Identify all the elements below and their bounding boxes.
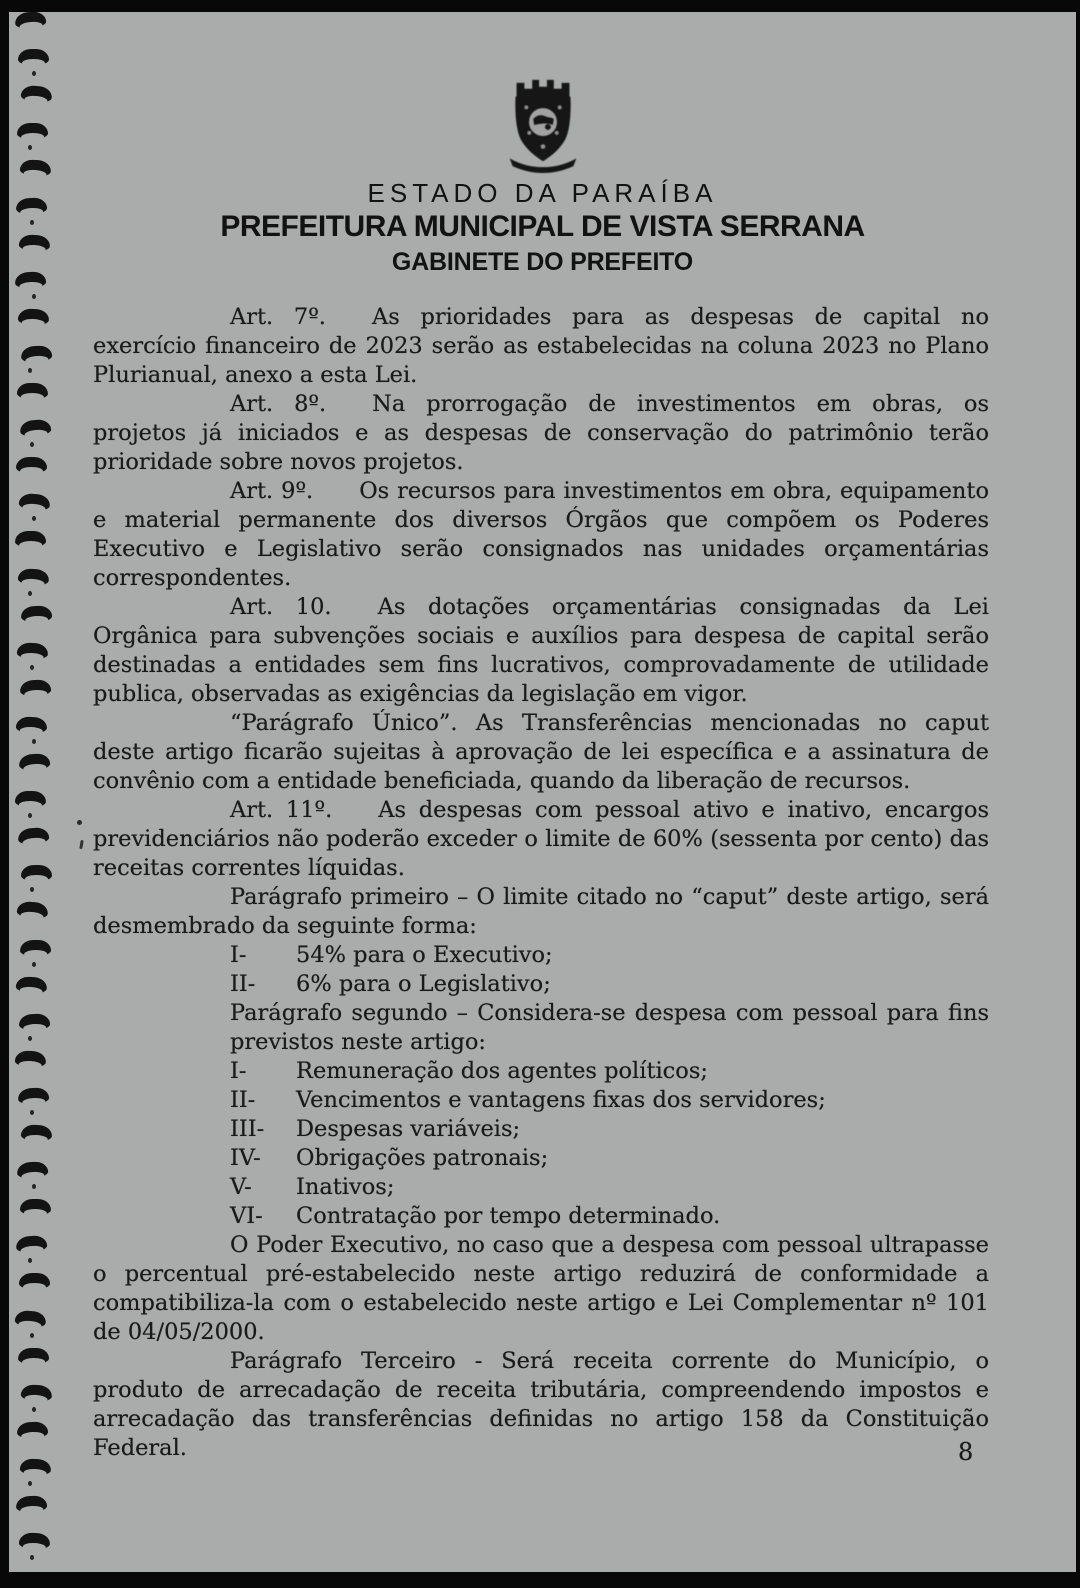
- spiral-hole-icon: [15, 531, 46, 548]
- spiral-hole-icon: [20, 939, 51, 956]
- scan-edge-bottom: [0, 1572, 1080, 1588]
- spiral-hole-icon: [21, 1124, 53, 1141]
- spiral-hole-icon: [18, 493, 50, 512]
- spiral-dot-artifact: [30, 1333, 34, 1338]
- list-item-expense-V: [230, 1173, 989, 1202]
- spiral-hole-icon: [18, 753, 50, 771]
- spiral-hole-icon: [15, 976, 47, 994]
- list-marker: III-: [230, 1116, 265, 1142]
- scan-artifact: [79, 840, 84, 849]
- paragraph-art-7: [93, 303, 989, 390]
- list-item-text: Inativos;: [296, 1174, 395, 1200]
- spiral-hole-icon: [16, 1495, 48, 1513]
- list-item-expense-II: [230, 1086, 989, 1115]
- list-item-expense-I: [230, 1057, 989, 1086]
- spiral-hole-icon: [15, 1050, 47, 1068]
- spiral-dot-artifact: [30, 887, 34, 892]
- page-number: 8: [958, 1438, 974, 1466]
- spiral-hole-icon: [19, 1533, 51, 1550]
- paragraph-paragrafo-terceiro: Parágrafo Terceiro - Será receita corrente do Município, o produto de arrecadação de receita tributária, compreendendo impostos e arrecadação das transferências definidas no artigo 158 da Constituição Federal.: [93, 1348, 989, 1461]
- spiral-hole-icon: [15, 791, 46, 808]
- spiral-dot-artifact: [30, 1555, 34, 1560]
- spiral-hole-icon: [16, 901, 48, 920]
- list-marker: II-: [230, 1087, 256, 1113]
- spiral-hole-icon: [19, 419, 51, 438]
- spiral-hole-icon: [19, 1013, 51, 1030]
- list-item-text: Contratação por tempo determinado.: [296, 1203, 721, 1229]
- article-label: Art. 10.: [230, 594, 332, 620]
- list-item-limit-I: [230, 941, 989, 970]
- spiral-dot-artifact: [28, 1481, 32, 1486]
- article-text: As prioridades para as despesas de capital no exercício financeiro de 2023 serão as estabelecidas na coluna 2023 no Plano Plurianual, anexo a esta Lei.: [93, 304, 989, 388]
- list-item-text: Vencimentos e vantagens fixas dos servidores;: [296, 1087, 826, 1113]
- spiral-hole-icon: [17, 1421, 49, 1438]
- spiral-hole-icon: [20, 679, 52, 697]
- scan-edge-left: [0, 0, 9, 1588]
- spiral-hole-icon: [14, 11, 46, 30]
- spiral-hole-icon: [17, 642, 49, 660]
- spiral-hole-icon: [16, 457, 47, 473]
- spiral-hole-icon: [20, 1199, 51, 1216]
- scan-edge-top: [0, 0, 1080, 12]
- spiral-dot-artifact: [28, 368, 32, 373]
- article-label: Art. 8º.: [230, 391, 327, 417]
- spiral-dot-artifact: [32, 516, 36, 521]
- article-text: Na prorrogação de investimentos em obras, os projetos já iniciados e as despesas de conservação do patrimônio terão prioridade sobre novos projetos.: [93, 391, 989, 475]
- municipality-name: PREFEITURA MUNICIPAL DE VISTA SERRANA: [220, 210, 865, 243]
- paragraph-art-11: [93, 796, 989, 883]
- list-marker: II-: [230, 971, 256, 997]
- article-text: As despesas com pessoal ativo e inativo, encargos previdenciários não poderão exceder o limite de 60% (sessenta por cento) das receitas correntes líquidas.: [93, 797, 989, 881]
- article-label: Art. 9º.: [230, 478, 314, 504]
- article-label: Art. 11º.: [230, 797, 333, 823]
- spiral-hole-icon: [20, 1384, 52, 1402]
- spiral-hole-icon: [21, 605, 53, 622]
- document-body: [93, 303, 989, 1463]
- article-label: Art. 7º.: [230, 304, 326, 330]
- spiral-dot-artifact: [30, 1110, 34, 1115]
- list-item-expense-III: [230, 1115, 989, 1144]
- spiral-dot-artifact: [28, 813, 32, 818]
- spiral-hole-icon: [16, 716, 48, 733]
- list-item-text: Despesas variáveis;: [296, 1116, 521, 1142]
- spiral-hole-icon: [20, 1458, 52, 1476]
- list-item-limit-II: [230, 970, 989, 999]
- spiral-hole-icon: [18, 308, 50, 325]
- spiral-hole-icon: [18, 1347, 49, 1364]
- spiral-dot-artifact: [28, 1036, 32, 1041]
- spiral-hole-icon: [15, 1235, 47, 1254]
- list-marker: IV-: [230, 1145, 261, 1171]
- article-text: As dotações orçamentárias consignadas da Lei Orgânica para subvenções sociais e auxílios para despesa de capital serão destinadas a entidades sem fins lucrativos, comprovadamente de utilidade publica, observadas as exigências da legislação em vigor.: [93, 594, 989, 707]
- paragraph-art-9: [93, 477, 989, 593]
- spiral-dot-artifact: [32, 1407, 36, 1412]
- spiral-hole-icon: [16, 1161, 48, 1179]
- paragraph-art-8: [93, 390, 989, 477]
- list-item-text: 6% para o Legislativo;: [296, 971, 551, 997]
- spiral-hole-icon: [17, 383, 48, 400]
- spiral-hole-icon: [19, 1273, 50, 1289]
- paragraph-poder-executivo: O Poder Executivo, no caso que a despesa com pessoal ultrapasse o percentual pré-estabelecido neste artigo reduzirá de conformidade a compatibiliza-la com o estabelecido neste artigo e Lei Complementar nº 101 de 04/05/2000.: [93, 1232, 989, 1345]
- spiral-dot-artifact: [28, 591, 32, 596]
- list-marker: VI-: [230, 1203, 263, 1229]
- list-item-text: Remuneração dos agentes políticos;: [296, 1058, 708, 1084]
- spiral-hole-icon: [21, 865, 52, 881]
- list-item-expense-VI: [230, 1202, 989, 1231]
- spiral-dot-artifact: [32, 962, 36, 967]
- spiral-dot-artifact: [28, 1258, 32, 1263]
- list-marker: I-: [230, 1058, 247, 1084]
- scan-artifact: [77, 820, 82, 825]
- paragraph-paragrafo-segundo: Parágrafo segundo – Considera-se despesa com pessoal para fins previstos neste artigo:: [230, 1000, 989, 1055]
- letterhead: [9, 76, 1076, 277]
- spiral-hole-icon: [20, 345, 52, 363]
- spiral-hole-icon: [17, 827, 49, 846]
- list-marker: I-: [230, 942, 247, 968]
- list-item-expense-IV: [230, 1144, 989, 1173]
- scan-edge-right: [1076, 0, 1080, 1588]
- article-text: Os recursos para investimentos em obra, equipamento e material permanente dos diversos Órgãos que compõem os Poderes Executivo e Legislativo serão consignados nas unidades orçamentárias correspondentes.: [93, 478, 989, 591]
- spiral-dot-artifact: [32, 1184, 36, 1189]
- list-item-text: 54% para o Executivo;: [296, 942, 553, 968]
- spiral-hole-icon: [18, 49, 49, 65]
- spiral-dot-artifact: [32, 739, 36, 744]
- paragraph-paragrafo-primeiro: Parágrafo primeiro – O limite citado no “caput” deste artigo, será desmembrado da seguinte forma:: [93, 884, 989, 939]
- spiral-hole-icon: [17, 567, 49, 585]
- spiral-hole-icon: [18, 1087, 50, 1105]
- list-item-text: Obrigações patronais;: [296, 1145, 549, 1171]
- spiral-dot-artifact: [30, 442, 34, 447]
- spiral-dot-artifact: [32, 294, 36, 299]
- municipal-coat-of-arms-icon: [503, 76, 583, 174]
- spiral-hole-icon: [14, 1309, 46, 1328]
- paragraph-art-10: [93, 593, 989, 709]
- list-marker: V-: [230, 1174, 252, 1200]
- state-name: ESTADO DA PARAÍBA: [367, 178, 718, 208]
- paragraph-paragrafo-unico: “Parágrafo Único”. As Transferências mencionadas no caput deste artigo ficarão sujeitas à aprovação de lei específica e a assinatura de convênio com a entidade beneficiada, quando da liberação de recursos.: [93, 710, 989, 794]
- spiral-dot-artifact: [30, 665, 34, 670]
- office-name: GABINETE DO PREFEITO: [391, 248, 694, 276]
